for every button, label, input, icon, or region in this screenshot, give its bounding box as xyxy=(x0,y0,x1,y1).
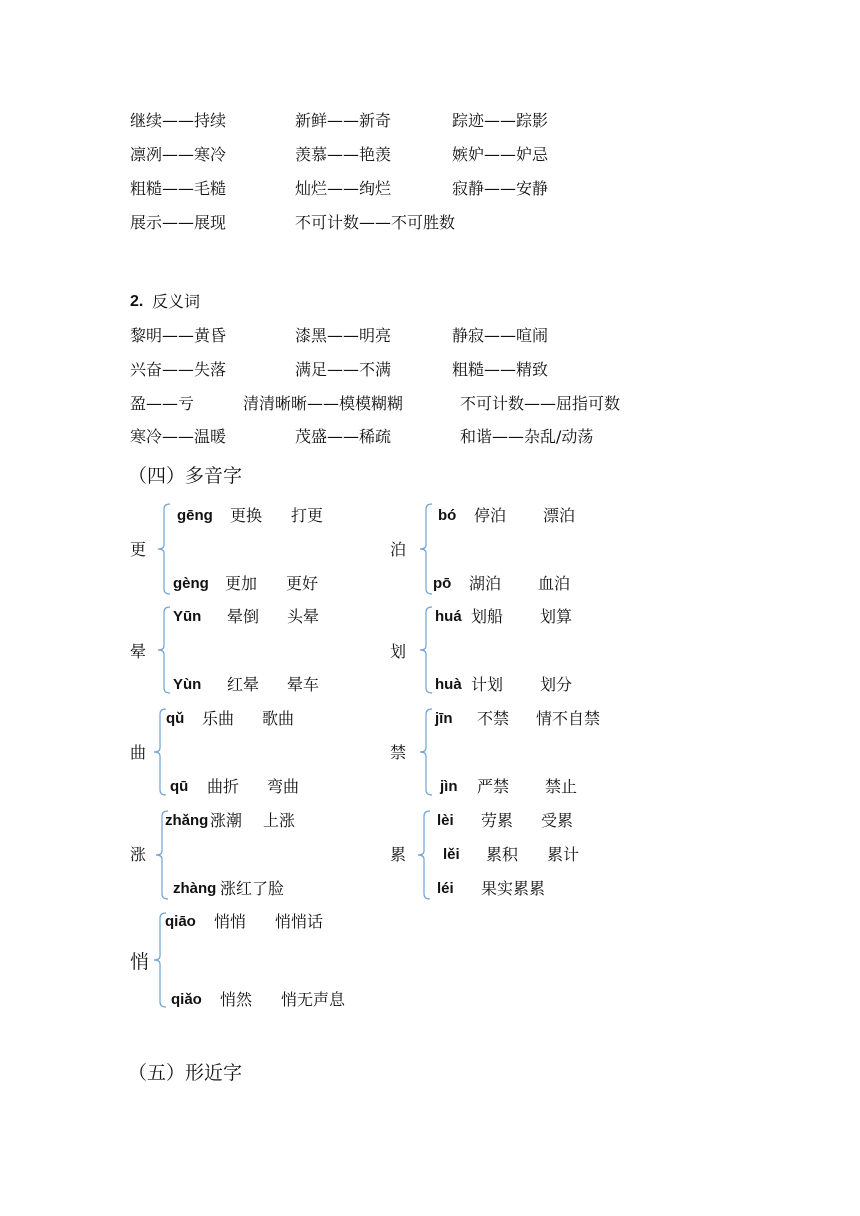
pinyin: huà xyxy=(435,676,462,693)
synonym-pair: 羡慕——艳羡 xyxy=(295,145,392,164)
example-word: 乐曲 xyxy=(202,709,235,728)
antonym-pair: 茂盛——稀疏 xyxy=(295,427,392,446)
antonym-pair: 漆黑——明亮 xyxy=(295,326,392,345)
bracket-icon xyxy=(146,708,168,796)
bracket-icon xyxy=(150,503,172,595)
example-word: 头晕 xyxy=(287,607,320,626)
antonym-pair: 粗糙——精致 xyxy=(452,360,549,379)
antonym-pair: 满足——不满 xyxy=(295,360,392,379)
pinyin: jìn xyxy=(440,778,458,795)
example-word: 悄无声息 xyxy=(281,990,346,1009)
example-word: 晕车 xyxy=(287,675,320,694)
synonym-pair: 凛冽——寒冷 xyxy=(130,145,227,164)
pinyin: zhǎng xyxy=(165,812,209,829)
synonym-pair: 寂静——安静 xyxy=(452,179,549,198)
example-word: 湖泊 xyxy=(469,574,502,593)
polyphone-char: 曲 xyxy=(130,743,147,762)
example-word: 更换 xyxy=(230,506,263,525)
example-word: 更好 xyxy=(286,574,319,593)
synonym-pair: 展示——展现 xyxy=(130,213,227,232)
pinyin: Yūn xyxy=(173,608,202,625)
example-word: 歌曲 xyxy=(262,709,295,728)
pinyin: lěi xyxy=(443,846,460,863)
example-word: 悄悄话 xyxy=(275,912,324,931)
antonym-pair: 清清晰晰——模模糊糊 xyxy=(243,394,404,413)
synonym-pair: 继续——持续 xyxy=(130,111,227,130)
example-word: 涨潮 xyxy=(210,811,243,830)
synonym-pair: 踪迹——踪影 xyxy=(452,111,549,130)
example-word: 晕倒 xyxy=(227,607,260,626)
pinyin: qū xyxy=(170,778,189,795)
example-word: 停泊 xyxy=(474,506,507,525)
example-word: 红晕 xyxy=(227,675,260,694)
example-word: 悄然 xyxy=(220,990,253,1009)
bracket-icon xyxy=(412,606,434,694)
example-word: 弯曲 xyxy=(267,777,300,796)
polyphone-char: 悄 xyxy=(130,951,150,973)
synonym-pair: 粗糙——毛糙 xyxy=(130,179,227,198)
bracket-icon xyxy=(412,503,434,595)
antonym-pair: 寒冷——温暖 xyxy=(130,427,227,446)
example-word: 累计 xyxy=(547,845,580,864)
polyphone-char: 禁 xyxy=(390,743,407,762)
example-word: 划分 xyxy=(540,675,573,694)
antonym-pair: 盈——亏 xyxy=(130,394,195,413)
example-word: 血泊 xyxy=(538,574,571,593)
section-number: 2. xyxy=(130,293,144,310)
pinyin: pō xyxy=(433,575,452,592)
synonym-pair: 新鲜——新奇 xyxy=(295,111,392,130)
pinyin: jīn xyxy=(435,710,453,727)
pinyin: lèi xyxy=(437,812,454,829)
antonym-pair: 黎明——黄昏 xyxy=(130,326,227,345)
synonym-pair: 不可计数——不可胜数 xyxy=(295,213,456,232)
example-word: 受累 xyxy=(541,811,574,830)
bracket-icon xyxy=(150,606,172,694)
section-heading-similar-chars: （五）形近字 xyxy=(128,1062,243,1084)
synonym-pair: 灿烂——绚烂 xyxy=(295,179,392,198)
example-word: 禁止 xyxy=(545,777,578,796)
example-word: 累积 xyxy=(486,845,519,864)
bracket-icon xyxy=(410,810,432,900)
pinyin: bó xyxy=(438,507,457,524)
pinyin: qiǎo xyxy=(171,991,202,1008)
example-word: 严禁 xyxy=(477,777,510,796)
pinyin: léi xyxy=(437,880,454,897)
example-word: 劳累 xyxy=(481,811,514,830)
pinyin: qiāo xyxy=(165,913,196,930)
polyphone-char: 泊 xyxy=(390,540,407,559)
bracket-icon xyxy=(412,708,434,796)
synonym-pair: 嫉妒——妒忌 xyxy=(452,145,549,164)
polyphone-char: 晕 xyxy=(130,642,147,661)
antonym-pair: 静寂——喧闹 xyxy=(452,326,549,345)
pinyin: Yùn xyxy=(173,676,202,693)
antonym-pair: 不可计数——屈指可数 xyxy=(460,394,621,413)
pinyin: zhàng xyxy=(173,880,217,897)
example-word: 悄悄 xyxy=(214,912,247,931)
example-word: 曲折 xyxy=(207,777,240,796)
antonym-pair: 和谐——杂乱/动荡 xyxy=(460,427,594,446)
example-word: 计划 xyxy=(471,675,504,694)
example-word: 打更 xyxy=(291,506,324,525)
example-word: 情不自禁 xyxy=(536,709,601,728)
example-word: 更加 xyxy=(225,574,258,593)
pinyin: gèng xyxy=(173,575,209,592)
polyphone-char: 更 xyxy=(130,540,147,559)
pinyin: qǔ xyxy=(166,710,185,727)
example-word: 上涨 xyxy=(263,811,296,830)
polyphone-char: 划 xyxy=(390,642,407,661)
example-word: 不禁 xyxy=(477,709,510,728)
example-word: 果实累累 xyxy=(481,879,546,898)
example-word: 划算 xyxy=(540,607,573,626)
example-word: 漂泊 xyxy=(543,506,576,525)
pinyin: gēng xyxy=(177,507,213,524)
polyphone-char: 涨 xyxy=(130,845,147,864)
section-heading-polyphones: （四）多音字 xyxy=(128,465,243,487)
antonym-pair: 兴奋——失落 xyxy=(130,360,227,379)
example-word: 划船 xyxy=(471,607,504,626)
example-word: 涨红了脸 xyxy=(220,879,285,898)
section-title: 反义词 xyxy=(152,292,201,311)
pinyin: huá xyxy=(435,608,462,625)
polyphone-char: 累 xyxy=(390,845,407,864)
